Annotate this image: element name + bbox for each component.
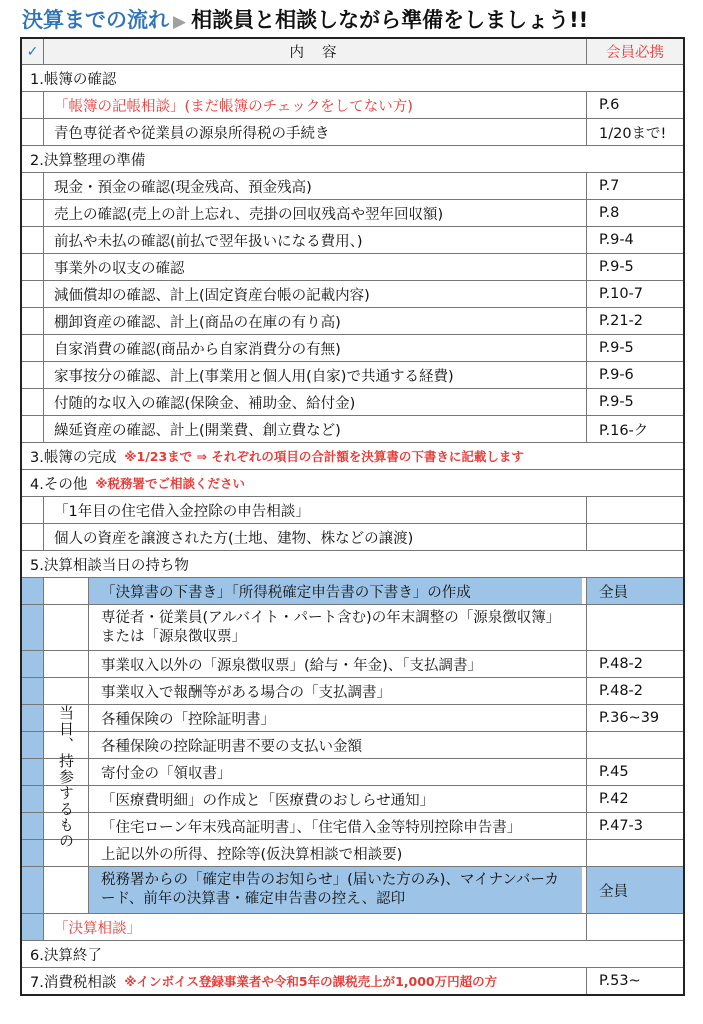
- item-text: 事業収入で報酬等がある場合の「支払調書」: [101, 684, 391, 701]
- table-row: [22, 172, 683, 199]
- section-6-header: [22, 940, 683, 967]
- section-4-header: [22, 469, 683, 496]
- table-row: [22, 496, 683, 523]
- item-page: P.9-5: [586, 335, 683, 361]
- checklist-table: [20, 37, 685, 996]
- item-page: P.16-ク: [586, 416, 683, 442]
- table-row: [22, 604, 683, 650]
- section-1-header: [22, 64, 683, 91]
- checkbox-cell[interactable]: [22, 281, 44, 307]
- table-row: [22, 280, 683, 307]
- item-text: 事業収入以外の「源泉徴収票」(給与・年金)、「支払調書」: [101, 657, 483, 674]
- table-row: [22, 199, 683, 226]
- item-text: 「決算書の下書き」「所得税確定申告書の下書き」の作成: [89, 578, 582, 604]
- checkbox-cell[interactable]: [22, 678, 44, 704]
- item-page: [586, 732, 683, 758]
- item-text: 税務署からの「確定申告のお知らせ」(届いた方のみ)、マイナンバーカード、前年の決算書・確定申告書の控え、認印: [89, 867, 582, 913]
- table-row: [22, 913, 683, 940]
- item-page: P.42: [586, 786, 683, 812]
- table-header: [22, 39, 683, 64]
- item-page: 1/20まで!: [586, 119, 683, 145]
- item-text: 前払や未払の確認(前払で翌年扱いになる費用、): [54, 233, 363, 250]
- table-row: [22, 704, 683, 731]
- item-page: [586, 524, 683, 550]
- side-label-cell: [44, 625, 89, 929]
- section-5-header: [22, 550, 683, 577]
- section-label: 4.その他: [30, 476, 88, 493]
- checkbox-cell[interactable]: [22, 173, 44, 199]
- checkbox-cell[interactable]: [22, 732, 44, 758]
- item-page: P.53~: [586, 968, 683, 994]
- table-row: [22, 677, 683, 704]
- item-page: P.48-2: [586, 651, 683, 677]
- table-row: [22, 334, 683, 361]
- section-label: 6.決算終了: [30, 947, 102, 964]
- section-label-row: [22, 470, 683, 496]
- table-row: [22, 758, 683, 785]
- section-note: ※インボイス登録事業者や令和5年の課税売上が1,000万円超の方: [124, 974, 498, 989]
- triangle-arrow-icon: ▶: [173, 12, 187, 32]
- item-text: 青色専従者や従業員の源泉所得税の手続き: [54, 125, 330, 142]
- checkbox-cell[interactable]: [22, 308, 44, 334]
- title-main: 決算までの流れ: [22, 8, 169, 32]
- item-page: 全員: [586, 578, 683, 604]
- title-sub: 相談員と相談しながら準備をしましょう!!: [191, 8, 589, 32]
- checkbox-cell[interactable]: [22, 867, 44, 913]
- item-page: [586, 914, 683, 940]
- item-text: 専従者・従業員(アルバイト・パート含む)の年末調整の「源泉徴収簿」または「源泉徴収票」: [101, 609, 561, 645]
- item-page: P.36~39: [586, 705, 683, 731]
- page-title: [22, 4, 588, 36]
- content-column-header: 内容: [289, 45, 355, 61]
- item-page: P.9-5: [586, 254, 683, 280]
- item-text: 個人の資産を譲渡された方(土地、建物、株などの譲渡): [54, 530, 414, 547]
- checkbox-cell[interactable]: [22, 389, 44, 415]
- table-row: [22, 650, 683, 677]
- checkbox-cell[interactable]: [22, 200, 44, 226]
- table-row: [22, 226, 683, 253]
- table-row: [22, 91, 683, 118]
- item-page: P.7: [586, 173, 683, 199]
- item-page: P.10-7: [586, 281, 683, 307]
- item-page: [586, 497, 683, 523]
- checkbox-cell[interactable]: [22, 362, 44, 388]
- section-label: 2.決算整理の準備: [30, 152, 146, 169]
- item-page: 全員: [586, 867, 683, 913]
- checkbox-cell[interactable]: [22, 605, 44, 650]
- item-text: 「医療費明細」の作成と「医療費のおしらせ通知」: [101, 792, 435, 809]
- item-text: 家事按分の確認、計上(事業用と個人用(自家)で共通する経費): [54, 368, 454, 385]
- checkbox-cell[interactable]: [22, 914, 44, 940]
- item-page: P.9-5: [586, 389, 683, 415]
- item-text: 「1年目の住宅借入金控除の申告相談」: [54, 503, 310, 520]
- section-label: 5.決算相談当日の持ち物: [30, 557, 189, 574]
- check-column-header: ✓: [22, 39, 44, 64]
- item-text: 各種保険の「控除証明書」: [101, 711, 275, 728]
- checkbox-cell[interactable]: [22, 497, 44, 523]
- table-row: [22, 415, 683, 442]
- checkbox-cell[interactable]: [22, 92, 44, 118]
- item-page: [586, 605, 683, 650]
- item-page: P.47-3: [586, 813, 683, 839]
- item-page: P.48-2: [586, 678, 683, 704]
- item-page: [586, 840, 683, 866]
- section-2-header: [22, 145, 683, 172]
- checkbox-cell[interactable]: [22, 119, 44, 145]
- table-row: [22, 731, 683, 758]
- consult-text: 「決算相談」: [54, 920, 141, 937]
- side-label: 当日、持参するもの: [57, 705, 75, 849]
- checkbox-cell[interactable]: [22, 786, 44, 812]
- checkbox-cell[interactable]: [22, 335, 44, 361]
- table-row: [22, 253, 683, 280]
- item-text: 「帳簿の記帳相談」(まだ帳簿のチェックをしてない方): [54, 98, 413, 115]
- table-row: [22, 118, 683, 145]
- table-row: [22, 361, 683, 388]
- item-page: P.9-6: [586, 362, 683, 388]
- section-label-row: [22, 443, 683, 469]
- item-text: 「住宅ローン年末残高証明書」、「住宅借入金等特別控除申告書」: [101, 819, 522, 836]
- checkbox-cell[interactable]: [22, 705, 44, 731]
- table-row: [22, 866, 683, 913]
- item-text: 減価償却の確認、計上(固定資産台帳の記載内容): [54, 287, 370, 304]
- checkbox-cell[interactable]: [22, 227, 44, 253]
- checkbox-cell[interactable]: [22, 651, 44, 677]
- section-7-header: [22, 967, 683, 994]
- section-label: 3.帳簿の完成: [30, 449, 117, 466]
- item-text: 棚卸資産の確認、計上(商品の在庫の有り高): [54, 314, 341, 331]
- table-row: [22, 523, 683, 550]
- table-row: [22, 577, 683, 604]
- table-row: [22, 839, 683, 866]
- item-page: P.8: [586, 200, 683, 226]
- table-row: [22, 812, 683, 839]
- item-text: 事業外の収支の確認: [54, 260, 185, 277]
- item-page: P.21-2: [586, 308, 683, 334]
- item-page: P.6: [586, 92, 683, 118]
- item-text: 付随的な収入の確認(保険金、補助金、給付金): [54, 395, 356, 412]
- checkbox-cell[interactable]: [22, 524, 44, 550]
- section-note: ※1/23まで ⇒ それぞれの項目の合計額を決算書の下書きに記載します: [124, 449, 524, 464]
- checkbox-cell[interactable]: [22, 813, 44, 839]
- checkbox-cell[interactable]: [22, 254, 44, 280]
- section-note: ※税務署でご相談ください: [95, 476, 245, 491]
- item-text: 各種保険の控除証明書不要の支払い金額: [101, 738, 362, 755]
- table-row: [22, 307, 683, 334]
- table-row: [22, 388, 683, 415]
- checkbox-cell[interactable]: [22, 759, 44, 785]
- checkbox-cell[interactable]: [22, 840, 44, 866]
- item-page: P.45: [586, 759, 683, 785]
- item-text: 寄付金の「領収書」: [101, 765, 232, 782]
- item-text: 繰延資産の確認、計上(開業費、創立費など): [54, 422, 341, 439]
- checkbox-cell[interactable]: [22, 578, 44, 604]
- section-label: 7.消費税相談: [30, 974, 117, 991]
- item-text: 現金・預金の確認(現金残高、預金残高): [54, 179, 312, 196]
- section-label-row: [22, 968, 582, 994]
- item-text: 売上の確認(売上の計上忘れ、売掛の回収残高や翌年回収額): [54, 206, 444, 223]
- section-label: 1.帳簿の確認: [30, 71, 117, 88]
- item-page: P.9-4: [586, 227, 683, 253]
- section-3-header: [22, 442, 683, 469]
- item-text: 上記以外の所得、控除等(仮決算相談で相談要): [101, 846, 403, 863]
- table-row: [22, 785, 683, 812]
- checkbox-cell[interactable]: [22, 416, 44, 442]
- item-text: 自家消費の確認(商品から自家消費分の有無): [54, 341, 341, 358]
- membership-column-header: 会員必携: [586, 39, 683, 64]
